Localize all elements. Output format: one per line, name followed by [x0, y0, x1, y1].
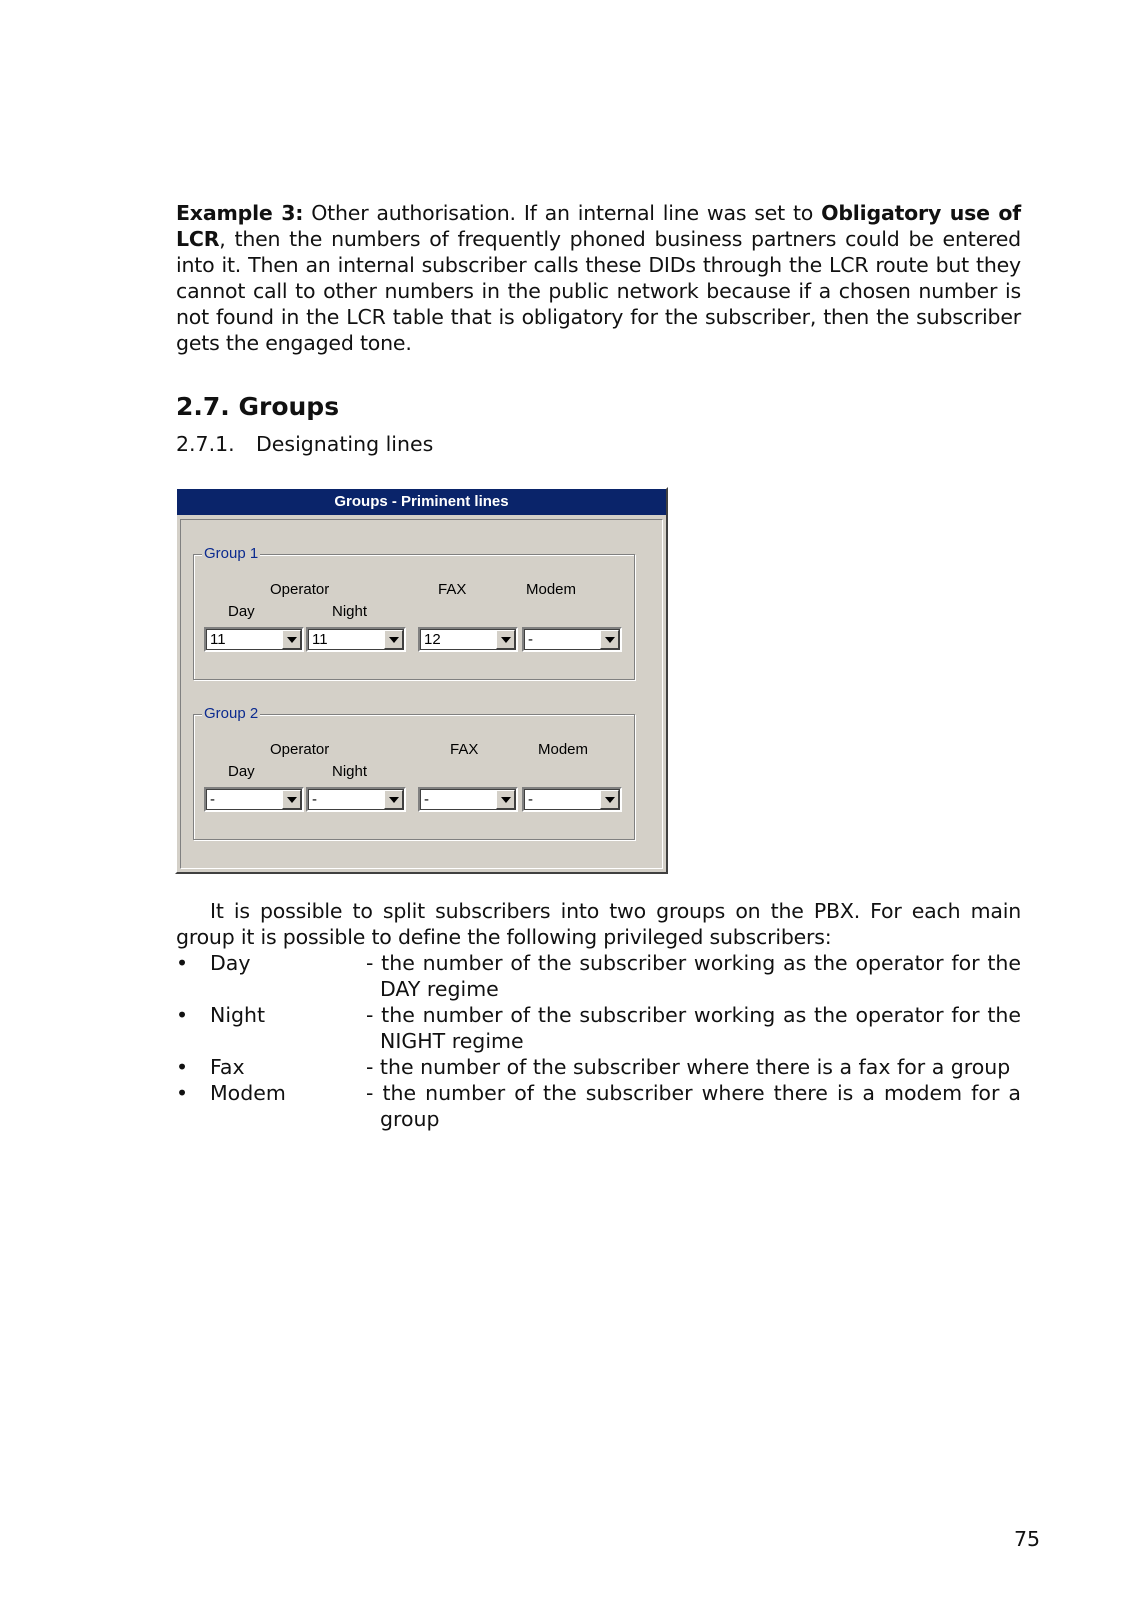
- group-1-modem-label: Modem: [526, 581, 577, 598]
- dialog-titlebar: Groups - Priminent lines: [177, 489, 666, 515]
- list-item: [176, 1054, 1021, 1080]
- group-2-operator-label: Operator: [270, 741, 330, 758]
- group-2-day-select[interactable]: -: [204, 787, 304, 812]
- example-bold-term: Obligatory use of LCR: [176, 201, 1021, 251]
- example-label: Example 3:: [176, 201, 304, 225]
- group-2-modem-select[interactable]: -: [522, 787, 622, 812]
- group-1-day-label: Day: [228, 603, 255, 620]
- group-1-fax-select[interactable]: 12: [418, 627, 518, 652]
- group-2-box: [193, 705, 635, 840]
- chevron-down-icon[interactable]: [600, 790, 619, 809]
- group-1-night-label: Night: [332, 603, 368, 620]
- dialog-body: [180, 519, 663, 869]
- group-1-modem-select[interactable]: -: [522, 627, 622, 652]
- group-1-fax-label: FAX: [438, 581, 467, 598]
- bullet-icon: •: [176, 951, 189, 975]
- group-1-operator-label: Operator: [270, 581, 330, 598]
- group-2-fax-label: FAX: [450, 741, 479, 758]
- groups-dialog: [175, 487, 668, 874]
- example-paragraph: [176, 200, 1021, 356]
- list-item-term: Fax: [210, 1055, 245, 1079]
- group-2-modem-label: Modem: [538, 741, 589, 758]
- group-2-fax-select[interactable]: -: [418, 787, 518, 812]
- list-item-description: - the number of the subscriber where there is a modem for a group: [366, 1081, 1021, 1131]
- subsection-heading: [176, 432, 433, 456]
- list-item-description: - the number of the subscriber where there is a fax for a group: [366, 1055, 1011, 1079]
- subsection-number: 2.7.1.: [176, 432, 235, 456]
- chevron-down-icon[interactable]: [282, 790, 301, 809]
- chevron-down-icon[interactable]: [600, 630, 619, 649]
- subsection-title: Designating lines: [256, 432, 434, 456]
- list-item-term: Modem: [210, 1081, 286, 1105]
- group-2-night-label: Night: [332, 763, 368, 780]
- chevron-down-icon[interactable]: [384, 630, 403, 649]
- group-1-night-select[interactable]: 11: [306, 627, 406, 652]
- chevron-down-icon[interactable]: [496, 790, 515, 809]
- list-item: [176, 950, 1021, 1002]
- group-1-day-select[interactable]: 11: [204, 627, 304, 652]
- group-2-night-select[interactable]: -: [306, 787, 406, 812]
- bullet-icon: •: [176, 1055, 189, 1079]
- list-item-term: Day: [210, 951, 251, 975]
- group-1-title: Group 1: [204, 545, 259, 562]
- page-number: 75: [1014, 1527, 1041, 1551]
- chevron-down-icon[interactable]: [384, 790, 403, 809]
- bullet-icon: •: [176, 1003, 189, 1027]
- intro-paragraph: It is possible to split subscribers into two groups on the PBX. For each main group it is possible to define the following privileged subscribers:: [176, 899, 1021, 949]
- list-item-description: - the number of the subscriber working as the operator for the NIGHT regime: [366, 1003, 1021, 1053]
- example-text-1: Other authorisation. If an internal line was set to: [303, 201, 822, 225]
- example-text-2: , then the numbers of frequently phoned business partners could be entered into it. Then an internal subscriber calls these DIDs through the LCR route but they cannot call to other numbers in the public network because if a chosen number is not found in the LCR table that is obligatory for the subscriber, then the subscriber gets the engaged tone.: [176, 227, 1021, 355]
- list-item: [176, 1080, 1021, 1132]
- list-item-term: Night: [210, 1003, 266, 1027]
- group-2-title: Group 2: [204, 705, 259, 722]
- bullet-icon: •: [176, 1081, 189, 1105]
- group-2-day-label: Day: [228, 763, 255, 780]
- group-1-box: [193, 545, 635, 680]
- list-item-description: - the number of the subscriber working as the operator for the DAY regime: [366, 951, 1021, 1001]
- section-title: 2.7. Groups: [176, 392, 340, 421]
- chevron-down-icon[interactable]: [282, 630, 301, 649]
- chevron-down-icon[interactable]: [496, 630, 515, 649]
- list-item: [176, 1002, 1021, 1054]
- privileged-subscribers-list: [176, 950, 1021, 1132]
